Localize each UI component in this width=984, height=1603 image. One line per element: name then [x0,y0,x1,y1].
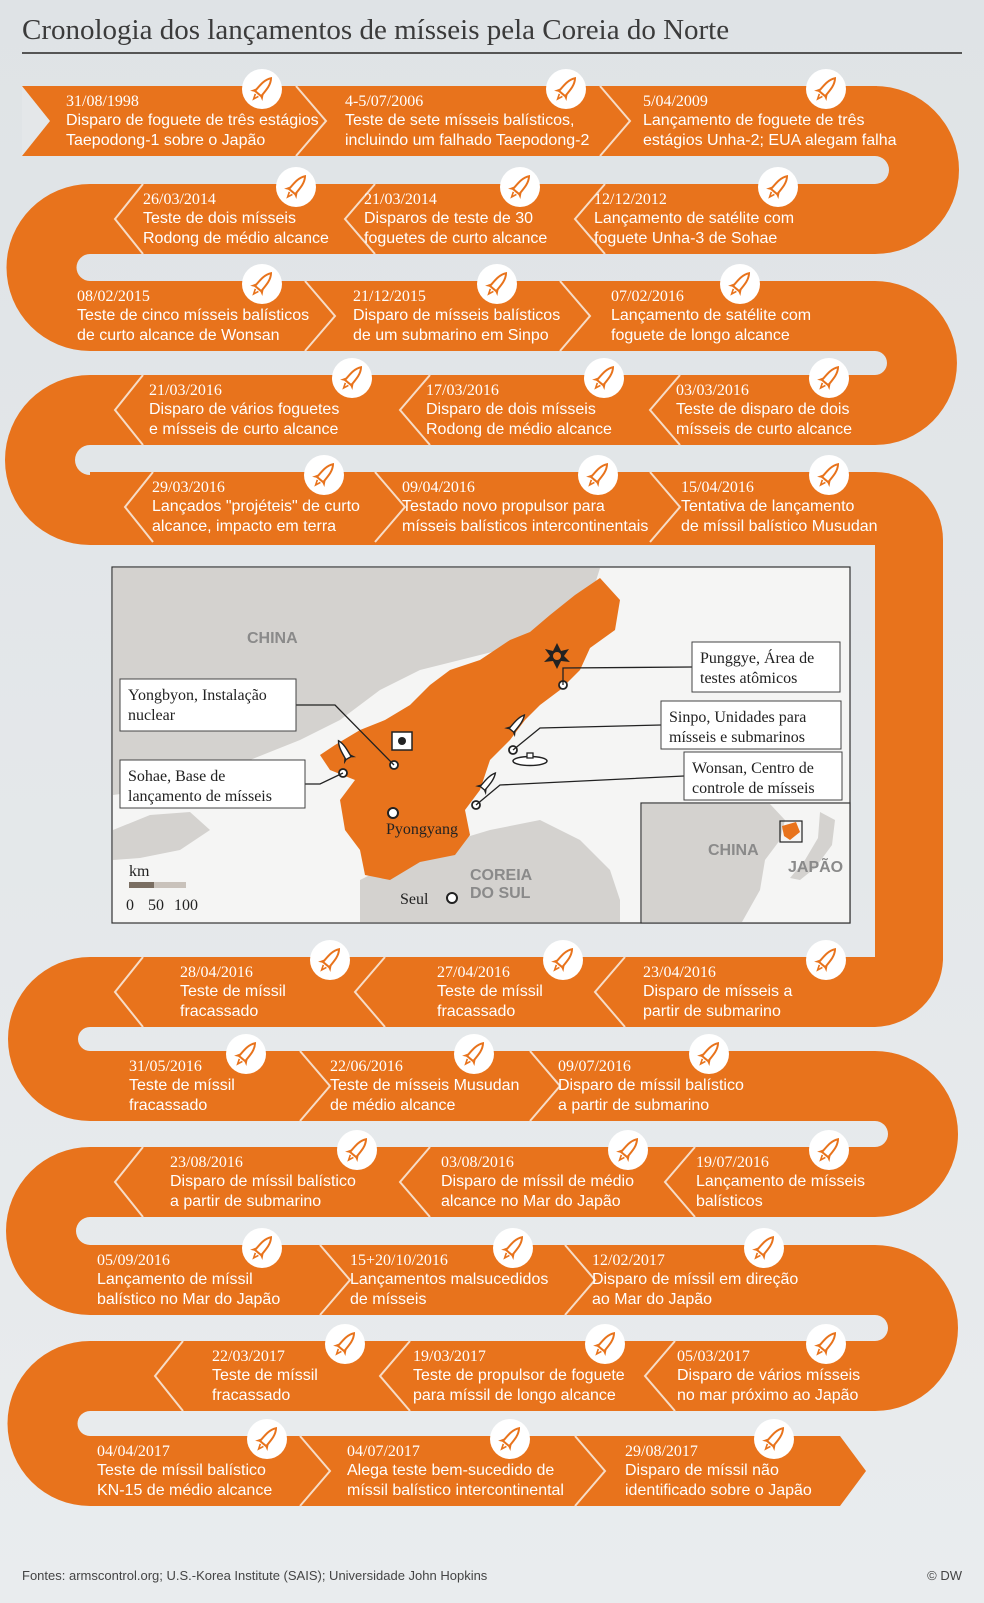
event-description: mísseis de curto alcance [676,421,853,438]
event-description: Teste de mísseis Musudan [330,1077,520,1094]
event-description: a partir de submarino [170,1193,322,1210]
rocket-icon [242,264,282,304]
event-description: identificado sobre o Japão [625,1482,812,1499]
event-description: Lançamento de mísseis [696,1173,865,1190]
event-description: Disparos de teste de 30 [364,210,533,227]
event-description: Teste de míssil [437,983,543,1000]
band-turn [8,957,90,1121]
event-date: 09/04/2016 [402,479,475,496]
event-description: fracassado [437,1003,516,1020]
city-marker-icon [388,808,398,818]
band-turn [875,86,959,254]
scale-bar [129,882,154,888]
event-date: 07/02/2016 [611,288,684,305]
callout-text: Sinpo, Unidades para [669,709,807,726]
event-description: Teste de dois mísseis [143,210,296,227]
event-description: Teste de míssil balístico [97,1462,266,1479]
event-description: Lançados "projéteis" de curto [152,498,360,515]
event-date: 12/02/2017 [592,1252,665,1269]
callout-text: Wonsan, Centro de [692,760,814,777]
rocket-icon [584,358,624,398]
event-date: 19/03/2017 [413,1348,486,1365]
callout-text: Punggye, Área de [700,650,815,667]
region-south-korea: DO SUL [470,885,531,902]
event-description: Disparo de vários foguetes [149,401,340,418]
rocket-icon [247,1419,287,1459]
band-turn [875,472,943,1027]
event-date: 05/09/2016 [97,1252,170,1269]
event-description: Disparo de míssil não [625,1462,779,1479]
event-date: 23/08/2016 [170,1154,243,1171]
event-description: para míssil de longo alcance [413,1387,616,1404]
rocket-icon [310,940,350,980]
scale-tick: 0 [126,897,134,914]
event-date: 15+20/10/2016 [350,1252,448,1269]
rocket-icon [454,1034,494,1074]
scale-bar [154,882,186,888]
rocket-icon [689,1034,729,1074]
rocket-icon [720,264,760,304]
event-description: a partir de submarino [558,1097,710,1114]
event-description: de mísseis [350,1291,427,1308]
rocket-icon [242,1228,282,1268]
event-date: 26/03/2014 [143,191,216,208]
event-date: 21/03/2014 [364,191,437,208]
rocket-icon [809,358,849,398]
rocket-icon [809,1130,849,1170]
rocket-icon [744,1228,784,1268]
event-description: incluindo um falhado Taepodong-2 [345,132,590,149]
event-date: 17/03/2016 [426,382,499,399]
event-description: foguete de longo alcance [611,327,790,344]
map [112,567,850,923]
rocket-icon [304,455,344,495]
event-description: fracassado [212,1387,291,1404]
scale-tick: 50 [148,897,164,914]
event-description: Teste de cinco mísseis balísticos [77,307,310,324]
event-description: Disparo de míssil balístico [558,1077,744,1094]
event-date: 31/08/1998 [66,93,139,110]
event-description: Teste de míssil [180,983,286,1000]
event-date: 04/07/2017 [347,1443,420,1460]
callout-text: nuclear [128,707,176,724]
callout-text: lançamento de mísseis [128,788,272,805]
event-date: 22/03/2017 [212,1348,285,1365]
event-date: 27/04/2016 [437,964,510,981]
event-date: 29/03/2016 [152,479,225,496]
region-south-korea: COREIA [470,867,533,884]
event-description: balísticos [696,1193,763,1210]
event-date: 03/03/2016 [676,382,749,399]
event-description: Teste de míssil [212,1367,318,1384]
rocket-icon [806,940,846,980]
event-date: 5/04/2009 [643,93,708,110]
event-description: Testado novo propulsor para [402,498,605,515]
nuclear-facility-icon [392,732,412,750]
event-description: de médio alcance [330,1097,456,1114]
event-description: alcance no Mar do Japão [441,1193,621,1210]
callout-text: Yongbyon, Instalação [128,687,267,704]
event-description: Disparo de míssil balístico [170,1173,356,1190]
event-date: 4-5/07/2006 [345,93,424,110]
event-date: 31/05/2016 [129,1058,202,1075]
rocket-icon [332,358,372,398]
event-description: Alega teste bem-sucedido de [347,1462,555,1479]
rocket-icon [242,69,282,109]
rocket-icon [578,455,618,495]
event-description: Tentativa de lançamento [681,498,855,515]
event-description: Lançamento de satélite com [594,210,795,227]
event-date: 15/04/2016 [681,479,754,496]
event-description: Lançamentos malsucedidos [350,1271,549,1288]
event-description: KN-15 de médio alcance [97,1482,273,1499]
rocket-icon [226,1034,266,1074]
callout-text: Sohae, Base de [128,768,226,785]
event-description: fracassado [180,1003,259,1020]
band-turn [6,1147,90,1315]
event-description: ao Mar do Japão [592,1291,713,1308]
rocket-icon [337,1130,377,1170]
band-turn [5,375,90,545]
event-date: 22/06/2016 [330,1058,403,1075]
credit-footer: © DW [927,1568,962,1583]
callout-text: mísseis e submarinos [669,729,805,746]
band-turn [875,1051,958,1217]
callout-text: testes atômicos [700,670,798,687]
event-description: Teste de míssil [129,1077,235,1094]
event-description: estágios Unha-2; EUA alegam falha [643,132,897,149]
callout-text: controle de mísseis [692,780,815,797]
event-description: de míssil balístico Musudan [681,518,878,535]
event-description: Disparo de míssil de médio [441,1173,634,1190]
scale-tick: 100 [174,897,198,914]
rocket-icon [477,264,517,304]
city-pyongyang: Pyongyang [386,821,458,838]
event-description: Disparo de vários mísseis [677,1367,861,1384]
event-date: 08/02/2015 [77,288,150,305]
event-date: 09/07/2016 [558,1058,631,1075]
event-description: Taepodong-1 sobre o Japão [66,132,266,149]
event-date: 29/08/2017 [625,1443,698,1460]
rocket-icon [490,1419,530,1459]
event-description: foguetes de curto alcance [364,230,548,247]
rocket-icon [754,1419,794,1459]
rocket-icon [585,1324,625,1364]
band-turn [875,1245,958,1411]
rocket-icon [276,167,316,207]
event-description: Lançamento de míssil [97,1271,253,1288]
city-marker-icon [447,893,457,903]
city-seoul: Seul [400,891,429,908]
event-description: balístico no Mar do Japão [97,1291,281,1308]
rocket-icon [325,1324,365,1364]
event-description: de curto alcance de Wonsan [77,327,280,344]
rocket-icon [809,455,849,495]
inset-region-japan: JAPÃO [788,859,844,876]
event-date: 21/12/2015 [353,288,426,305]
band-turn [7,184,90,351]
event-description: Disparo de mísseis a [643,983,793,1000]
event-description: Disparo de dois mísseis [426,401,596,418]
event-date: 04/04/2017 [97,1443,170,1460]
event-date: 03/08/2016 [441,1154,514,1171]
event-description: Teste de propulsor de foguete [413,1367,625,1384]
rocket-icon [546,69,586,109]
event-description: e mísseis de curto alcance [149,421,339,438]
event-description: partir de submarino [643,1003,781,1020]
event-description: Lançamento de foguete de três [643,112,865,129]
event-description: alcance, impacto em terra [152,518,337,535]
rocket-icon [608,1130,648,1170]
event-description: Rodong de médio alcance [426,421,612,438]
rocket-icon [806,1324,846,1364]
scale-unit: km [129,863,150,880]
band-turn [7,1341,90,1506]
sources-footer: Fontes: armscontrol.org; U.S.-Korea Institute (SAIS); Universidade John Hopkins [22,1568,488,1583]
rocket-icon [806,69,846,109]
event-description: Disparo de mísseis balísticos [353,307,561,324]
event-date: 23/04/2016 [643,964,716,981]
page-title: Cronologia dos lançamentos de mísseis pela Coreia do Norte [22,14,730,46]
event-description: de um submarino em Sinpo [353,327,549,344]
rocket-icon [758,167,798,207]
band-turn [875,281,957,445]
band-end-arrow [840,1436,866,1506]
rocket-icon [543,940,583,980]
event-description: Disparo de míssil em direção [592,1271,799,1288]
event-date: 12/12/2012 [594,191,667,208]
event-date: 19/07/2016 [696,1154,769,1171]
event-description: Rodong de médio alcance [143,230,329,247]
event-description: mísseis balísticos intercontinentais [402,518,649,535]
event-date: 21/03/2016 [149,382,222,399]
rocket-icon [500,167,540,207]
event-description: no mar próximo ao Japão [677,1387,859,1404]
event-description: fracassado [129,1097,208,1114]
region-china: CHINA [247,630,298,647]
inset-region-china: CHINA [708,842,759,859]
event-date: 05/03/2017 [677,1348,750,1365]
rocket-icon [493,1228,533,1268]
event-description: Teste de disparo de dois [676,401,850,418]
event-description: míssil balístico intercontinental [347,1482,564,1499]
event-date: 28/04/2016 [180,964,253,981]
event-description: Lançamento de satélite com [611,307,812,324]
event-description: Disparo de foguete de três estágios [66,112,319,129]
event-description: foguete Unha-3 de Sohae [594,230,778,247]
event-description: Teste de sete mísseis balísticos, [345,112,575,129]
